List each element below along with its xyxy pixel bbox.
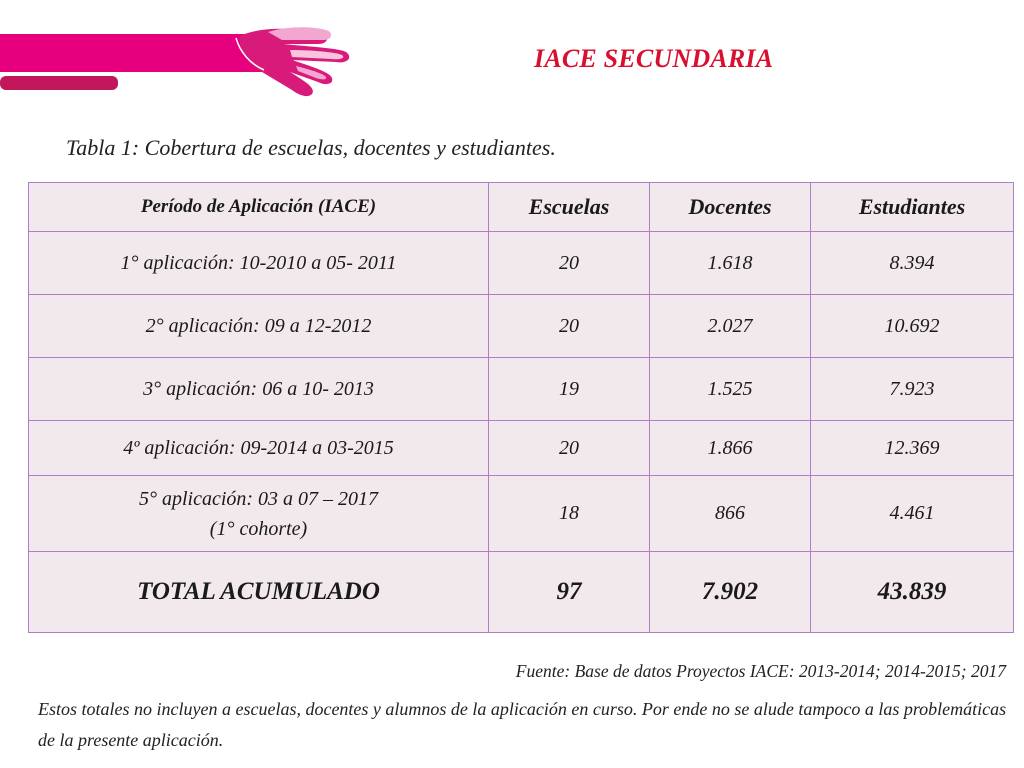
cell-period: 3° aplicación: 06 a 10- 2013: [29, 358, 489, 421]
total-label: TOTAL ACUMULADO: [29, 552, 489, 633]
header-docentes: Docentes: [650, 183, 811, 232]
cell-docentes: 1.618: [650, 232, 811, 295]
cell-period: 2° aplicación: 09 a 12-2012: [29, 295, 489, 358]
cell-estudiantes: 8.394: [811, 232, 1014, 295]
header-escuelas: Escuelas: [489, 183, 650, 232]
table-total-row: [29, 552, 1014, 633]
header-estudiantes: Estudiantes: [811, 183, 1014, 232]
total-escuelas: 97: [489, 552, 650, 633]
table-row: [29, 295, 1014, 358]
cell-escuelas: 20: [489, 232, 650, 295]
cell-period: [29, 476, 489, 552]
coverage-table: [28, 182, 1014, 633]
header-period: Período de Aplicación (IACE): [29, 183, 489, 232]
total-estudiantes: 43.839: [811, 552, 1014, 633]
cell-estudiantes: 10.692: [811, 295, 1014, 358]
cell-docentes: 1.866: [650, 421, 811, 476]
cell-period-line2: (1° cohorte): [209, 517, 308, 540]
pink-hands-logo-icon: [0, 22, 360, 102]
cell-escuelas: 19: [489, 358, 650, 421]
cell-estudiantes: 7.923: [811, 358, 1014, 421]
cell-docentes: 2.027: [650, 295, 811, 358]
cell-period: 4º aplicación: 09-2014 a 03-2015: [29, 421, 489, 476]
footnote: Estos totales no incluyen a escuelas, docentes y alumnos de la aplicación en curso. Por ende no se alude tampoco a las problemáticas de la presente aplicación.: [38, 699, 1007, 750]
table-row: [29, 476, 1014, 552]
cell-docentes: 866: [650, 476, 811, 552]
cell-docentes: 1.525: [650, 358, 811, 421]
table-header-row: [29, 183, 1014, 232]
cell-estudiantes: 4.461: [811, 476, 1014, 552]
table-row: [29, 358, 1014, 421]
cell-escuelas: 20: [489, 421, 650, 476]
table-row: [29, 232, 1014, 295]
table-caption: Tabla 1: Cobertura de escuelas, docentes y estudiantes.: [66, 135, 556, 160]
cell-escuelas: 18: [489, 476, 650, 552]
total-docentes: 7.902: [650, 552, 811, 633]
cell-period: 1° aplicación: 10-2010 a 05- 2011: [29, 232, 489, 295]
cell-estudiantes: 12.369: [811, 421, 1014, 476]
cell-period-line1: 5° aplicación: 03 a 07 – 2017: [138, 487, 379, 510]
table-row: [29, 421, 1014, 476]
source-citation: Fuente: Base de datos Proyectos IACE: 2013-2014; 2014-2015; 2017: [515, 661, 1006, 681]
page-title: IACE SECUNDARIA: [534, 44, 774, 73]
cell-escuelas: 20: [489, 295, 650, 358]
